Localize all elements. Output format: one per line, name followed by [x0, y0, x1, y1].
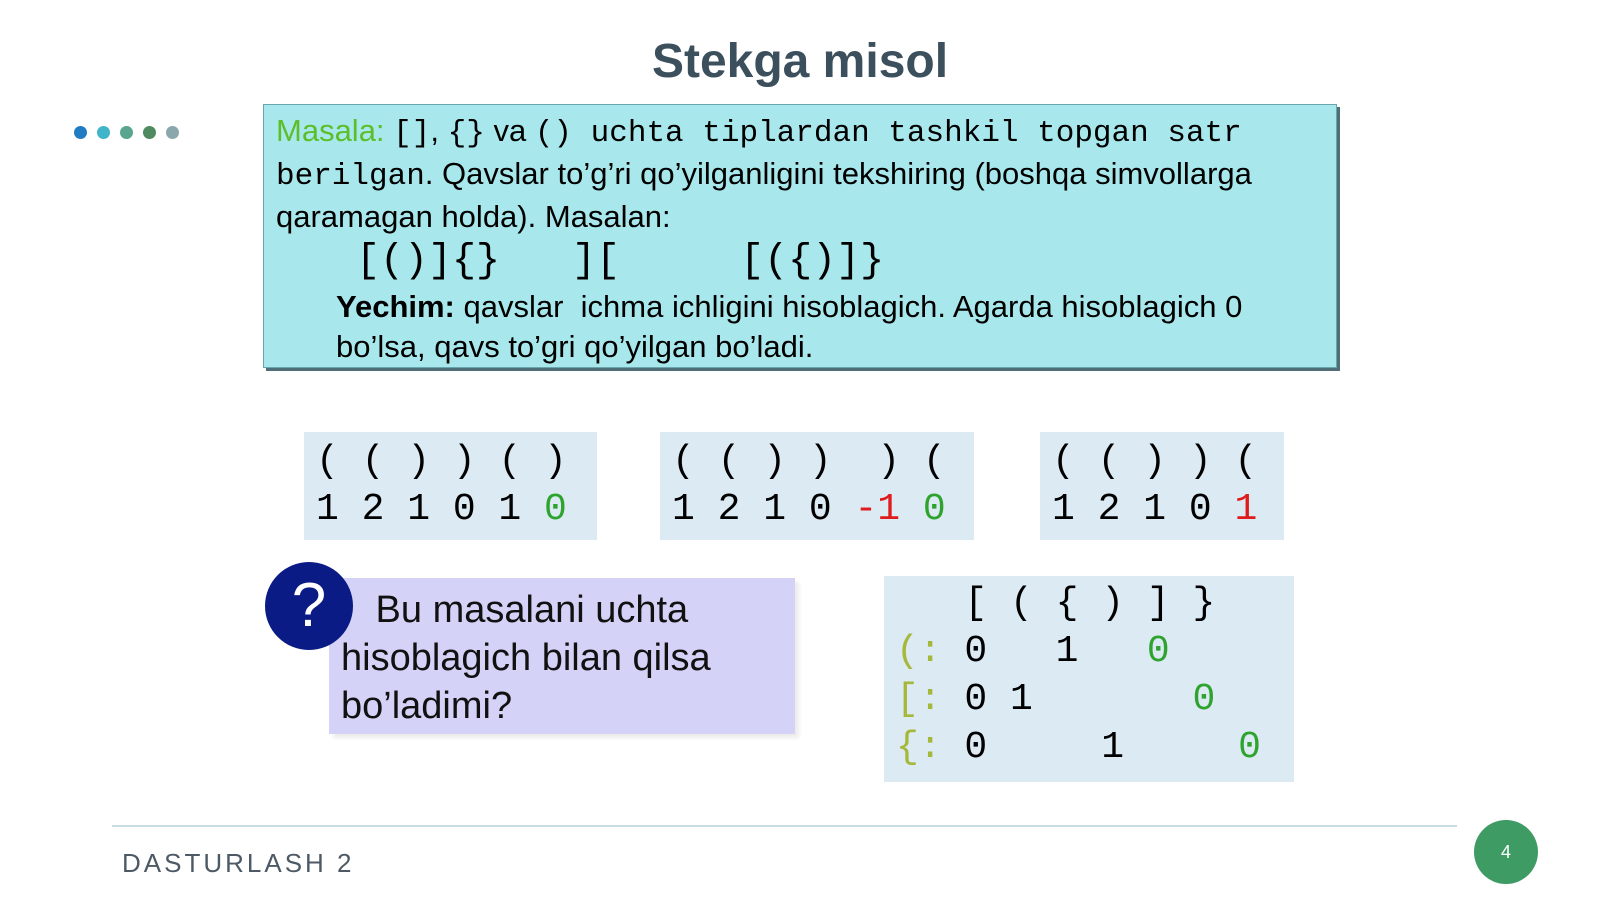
brackets-square: []	[393, 116, 431, 151]
counter-values	[316, 486, 585, 534]
comma: ,	[430, 113, 440, 148]
question-line-2: hisoblagich bilan qilsa	[341, 637, 711, 679]
counter-final-value: 0	[1146, 630, 1170, 673]
slide-title: Stekga misol	[651, 35, 949, 88]
question-mark-icon: ?	[265, 562, 353, 650]
dot-2	[97, 126, 110, 139]
counter-final-value: 0	[544, 488, 567, 531]
counter-final-value: 0	[922, 488, 946, 531]
dot-5	[166, 126, 179, 139]
solution-line-2: bo’lsa, qavs to’gri qo’yilgan bo’ladi.	[336, 329, 814, 364]
counter-row-round	[896, 628, 1282, 676]
counter-values: 0 1	[941, 630, 1147, 673]
dot-3	[120, 126, 133, 139]
problem-box	[263, 104, 1337, 368]
dot-4	[143, 126, 156, 139]
counter-brackets: ( ( ) ) (	[1052, 440, 1258, 483]
counter-example-3	[1040, 432, 1284, 540]
problem-mono-text-2: berilgan	[276, 159, 425, 194]
counter-final-value: 0	[1192, 678, 1216, 721]
problem-label: Masala:	[276, 113, 385, 148]
three-counter-header: [ ( { ) ] }	[896, 582, 1216, 625]
counter-label: (:	[896, 630, 942, 673]
counter-values	[672, 486, 962, 534]
counter-values-main: 1 2 1 0 1	[316, 488, 545, 531]
counter-example-1	[304, 432, 597, 540]
counter-values: 0 1	[941, 726, 1239, 769]
counter-values: 0 1	[941, 678, 1193, 721]
decorative-dots	[74, 126, 179, 139]
counter-brackets: ( ( ) ) ( )	[316, 440, 567, 483]
solution-line-1	[336, 287, 1324, 327]
va-word: va	[484, 113, 535, 148]
problem-line-1	[276, 111, 1324, 154]
counter-final-value: 1	[1234, 488, 1258, 531]
question-line-3: bo’ladimi?	[341, 685, 513, 727]
counter-values-main: 1 2 1 0	[672, 488, 855, 531]
counter-values-main: 1 2 1 0	[1052, 488, 1235, 531]
brackets-round: ()	[534, 116, 573, 151]
brackets-curly: {}	[447, 116, 485, 151]
page-number-badge: 4	[1474, 820, 1538, 884]
counter-label: {:	[896, 726, 942, 769]
counter-row-square	[896, 676, 1282, 724]
counter-label: [:	[896, 678, 942, 721]
footer-course-title: DASTURLASH 2	[122, 848, 355, 878]
three-counter-box	[884, 576, 1294, 782]
solution-text-1: qavslar ichma ichligini hisoblagich. Agarda hisoblagich 0	[454, 289, 1243, 324]
question-box	[329, 578, 795, 734]
counter-example-2	[660, 432, 974, 540]
problem-line-3: qaramagan holda). Masalan:	[276, 199, 671, 234]
dot-1	[74, 126, 87, 139]
counter-final-value: 0	[1238, 726, 1261, 769]
counter-row-curly	[896, 724, 1282, 772]
solution-label: Yechim:	[336, 289, 455, 324]
problem-line-2	[276, 154, 1324, 197]
problem-mono-text: uchta tiplardan tashkil topgan satr	[572, 116, 1242, 151]
footer-divider	[112, 825, 1457, 827]
counter-negative-value: -1	[854, 488, 901, 531]
question-line-1: Bu masalani uchta	[365, 589, 689, 631]
problem-line-2-rest: . Qavslar to’g’ri qo’yilganligini tekshiring (boshqa simvollarga	[424, 156, 1252, 191]
counter-brackets: ( ( ) ) ) (	[672, 440, 946, 483]
bracket-examples: [()]{} ][ [({)]}	[356, 239, 885, 284]
counter-values	[1052, 486, 1272, 534]
